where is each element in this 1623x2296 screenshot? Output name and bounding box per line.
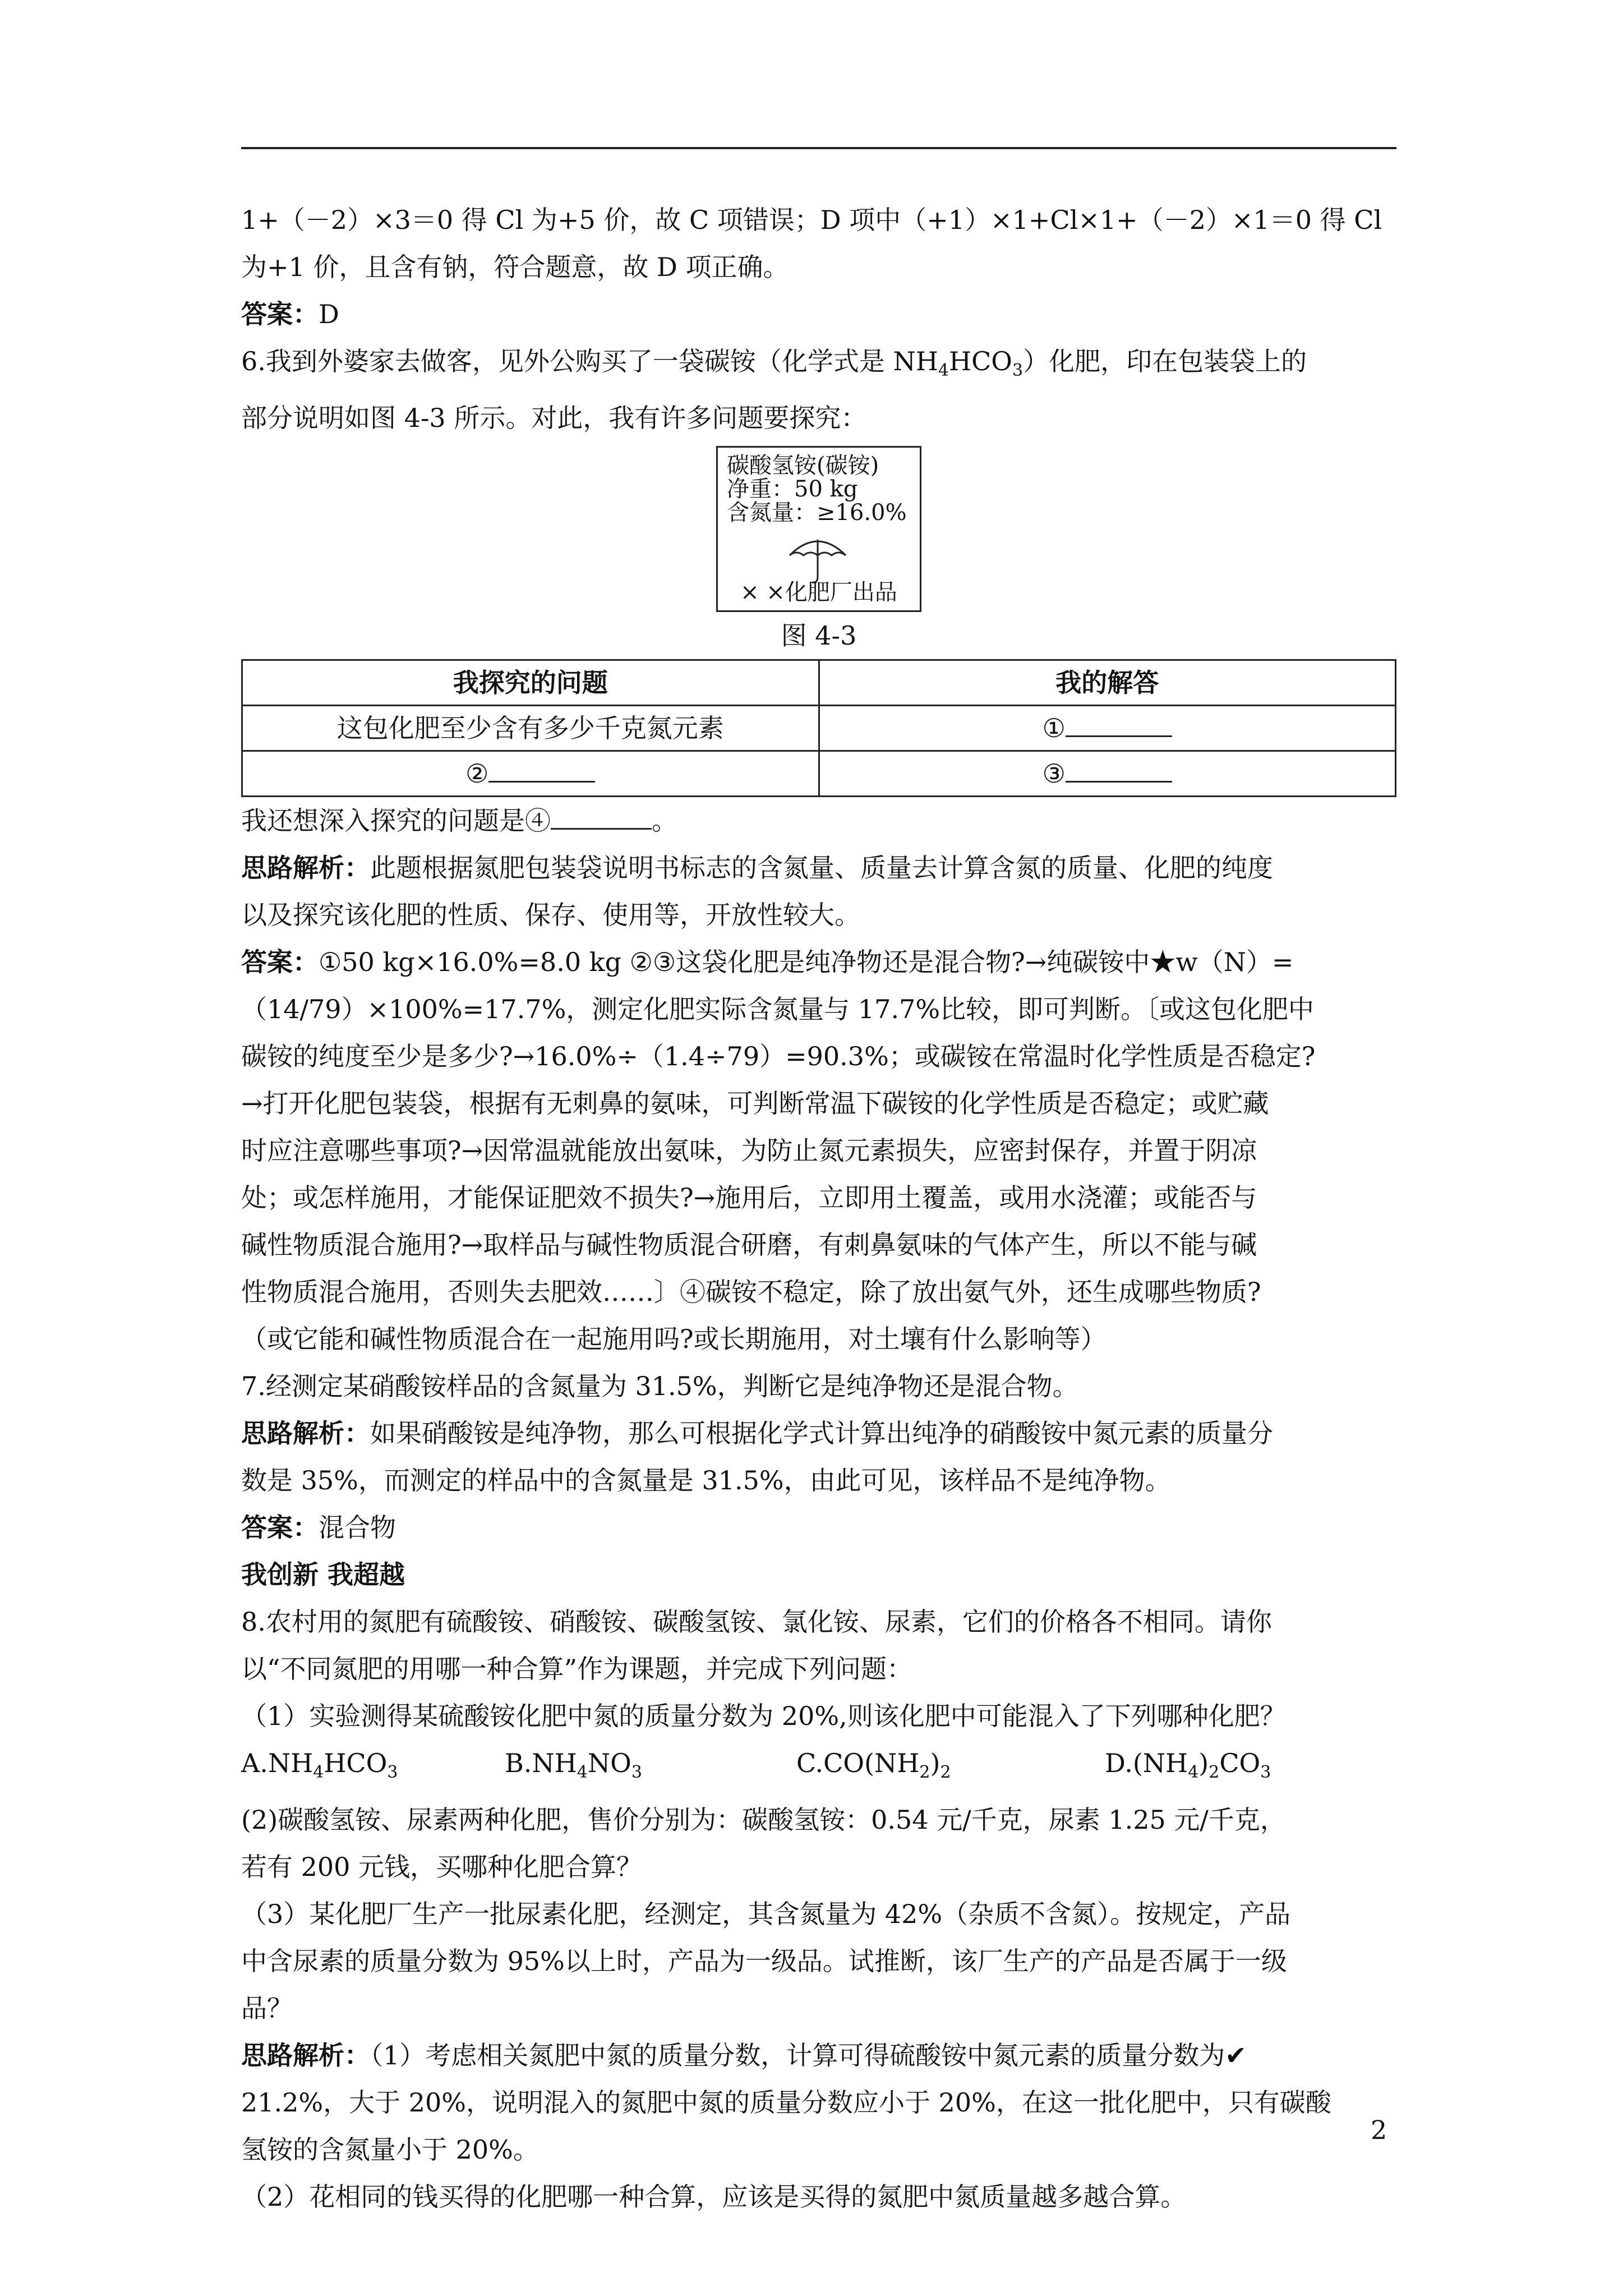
table-cell: 这包化肥至少含有多少千克氮元素: [242, 706, 819, 751]
text-line: 以及探究该化肥的性质、保存、使用等，开放性较大。: [241, 900, 860, 931]
page-content: [241, 196, 1396, 2220]
option-a[interactable]: $A.NH_4HCO_3$: [241, 1748, 398, 1783]
text-line: 时应注意哪些事项?→因常温就能放出氨味，为防止氮元素损失，应密封保存，并置于阴凉: [241, 1135, 1257, 1166]
text-span: （1）考虑相关氮肥中氮的质量分数，计算可得硫酸铵中氮元素的质量分数为: [370, 2040, 1225, 2071]
analysis-6-line-1: [241, 844, 1396, 891]
answer-value: D: [319, 299, 339, 329]
figure-caption: 图 4-3: [781, 620, 857, 651]
text-line: 1+（－2）×3＝0 得 Cl 为+5 价，故 C 项错误；D 项中（+1）×1+Cl×1+（－2）×1＝0 得 Cl: [241, 205, 1382, 235]
question-6-extra: [241, 797, 1396, 844]
answer-blank[interactable]: [551, 801, 652, 830]
table-cell: [242, 751, 819, 797]
answer-label: 答案：: [241, 299, 319, 329]
text-line: 性物质混合施用，否则失去肥效……〕④碳铵不稳定，除了放出氨气外，还生成哪些物质?: [241, 1277, 1261, 1308]
inquiry-table: [241, 659, 1396, 797]
question-8-intro-1: 8.农村用的氮肥有硫酸铵、硝酸铵、碳酸氢铵、氯化铵、尿素，它们的价格各不相同。请你: [241, 1607, 1272, 1637]
question-8-part-3-line-3: 品？: [241, 1993, 293, 2024]
text-span: 如果硝酸铵是纯净物，那么可根据化学式计算出纯净的硝酸铵中氮元素的质量分: [370, 1418, 1273, 1449]
answer-value: 混合物: [319, 1512, 396, 1543]
answer-blank[interactable]: [488, 754, 595, 783]
answer-blank[interactable]: [1066, 708, 1172, 737]
text-line: →打开化肥包装袋，根据有无刺鼻的氨味，可判断常温下碳铵的化学性质是否稳定；或贮藏: [241, 1088, 1269, 1119]
text-line: （14/79）×100%=17.7%，测定化肥实际含氮量与 17.7%比较，即可判断。〔或这包化肥中: [241, 994, 1315, 1025]
table-header-row: [242, 660, 1396, 706]
text-span: ①50 kg×16.0%=8.0 kg ②③这袋化肥是纯净物还是混合物?→纯碳铵中★w（N）=: [319, 947, 1294, 978]
analysis-8-line-1: [241, 2032, 1396, 2079]
header-rule: [241, 147, 1396, 149]
text-span: ）化肥，印在包装袋上的: [1023, 346, 1307, 376]
answer-5: [241, 291, 1396, 338]
answer-6-line-1: [241, 938, 1396, 986]
table-header: 我探究的问题: [242, 660, 819, 706]
table-cell: [819, 751, 1396, 797]
question-8-intro-2: 以“不同氮肥的用哪一种合算”作为课题，并完成下列问题：: [241, 1654, 913, 1685]
text-line: 数是 35%，而测定的样品中的含氮量是 31.5%，由此可见，该样品不是纯净物。: [241, 1465, 1171, 1496]
page-number: 2: [1371, 2115, 1387, 2145]
text-line: 碱性物质混合施用?→取样品与碱性物质混合研磨，有刺鼻氨味的气体产生，所以不能与碱: [241, 1230, 1257, 1260]
answer-label: 答案：: [241, 1512, 319, 1543]
answer-blank[interactable]: [1066, 754, 1172, 783]
option-c[interactable]: $C.CO(NH_2)_2$: [796, 1748, 951, 1783]
subscript: 3: [1012, 361, 1023, 381]
option-d[interactable]: $D.(NH_4)_2CO_3$: [1105, 1748, 1271, 1783]
blank-number: ③: [1042, 758, 1066, 789]
question-8-part-3-line-2: 中含尿素的质量分数为 95%以上时，产品为一级品。试推断，该厂生产的产品是否属于一级: [241, 1946, 1287, 1977]
question-8-part-3-line-1: （3）某化肥厂生产一批尿素化肥，经测定，其含氮量为 42%（杂质不含氮）。按规定，产品: [241, 1899, 1291, 1930]
subscript: 4: [938, 361, 949, 381]
option-b[interactable]: $B.NH_4NO_3$: [505, 1748, 642, 1783]
blank-number: ①: [1042, 713, 1066, 744]
blank-number: ②: [465, 758, 489, 789]
answer-label: 答案：: [241, 947, 319, 978]
figure-text-product: 碳酸氢铵(碳铵): [727, 453, 879, 479]
figure-text-maker: × ×化肥厂出品: [740, 579, 897, 606]
text-span: 6.我到外婆家去做客，见外公购买了一袋碳铵（化学式是 NH: [241, 346, 938, 376]
question-6-line-2: 部分说明如图 4-3 所示。对此，我有许多问题要探究：: [241, 403, 867, 434]
text-span: 此题根据氮肥包装袋说明书标志的含氮量、质量去计算含氮的质量、化肥的纯度: [370, 853, 1273, 884]
question-8-part-2-line-1: (2)碳酸氢铵、尿素两种化肥，售价分别为：碳酸氢铵：0.54 元/千克，尿素 1.25 元/千克，: [241, 1805, 1286, 1835]
table-cell: [819, 706, 1396, 751]
table-header: 我的解答: [819, 660, 1396, 706]
section-title: 我创新 我超越: [241, 1559, 405, 1590]
answer-7: [241, 1504, 1396, 1551]
analysis-label: 思路解析：: [241, 853, 370, 884]
figure-text-weight: 净重：50 kg: [727, 476, 858, 503]
text-span: HCO: [948, 346, 1013, 376]
text-line: 氢铵的含氮量小于 20%。: [241, 2134, 539, 2165]
table-row: [242, 751, 1396, 797]
analysis-label: 思路解析：: [241, 1418, 370, 1449]
text-line: 为+1 价，且含有钠，符合题意，故 D 项正确。: [241, 252, 789, 282]
fertilizer-label-figure: [716, 446, 921, 612]
question-8-part-1: （1）实验测得某硫酸铵化肥中氮的质量分数为 20%,则该化肥中可能混入了下列哪种化肥？: [241, 1701, 1286, 1732]
text-line: （2）花相同的钱买得的化肥哪一种合算，应该是买得的氮肥中氮质量越多越合算。: [241, 2182, 1187, 2212]
text-span: 。: [652, 806, 677, 836]
analysis-7-line-1: [241, 1410, 1396, 1457]
analysis-label: 思路解析：: [241, 2040, 370, 2071]
text-line: 处；或怎样施用，才能保证肥效不损失?→施用后，立即用土覆盖，或用水浇灌；或能否与: [241, 1182, 1257, 1213]
question-8-options: [241, 1740, 1396, 1796]
figure-text-nitrogen: 含氮量：≥16.0%: [727, 500, 907, 526]
question-7: 7.经测定某硝酸铵样品的含氮量为 31.5%，判断它是纯净物还是混合物。: [241, 1371, 1078, 1402]
question-6-line-1: [241, 338, 1396, 394]
table-row: [242, 706, 1396, 751]
check-mark-icon: ✔: [1225, 2040, 1247, 2071]
text-line: （或它能和碱性物质混合在一起施用吗?或长期施用，对土壤有什么影响等）: [241, 1324, 1106, 1355]
question-8-part-2-line-2: 若有 200 元钱，买哪种化肥合算？: [241, 1852, 643, 1883]
text-line: 21.2%，大于 20%，说明混入的氮肥中氮的质量分数应小于 20%，在这一批化肥中，只有碳酸: [241, 2087, 1331, 2118]
text-span: 我还想深入探究的问题是④: [241, 806, 551, 836]
text-line: 碳铵的纯度至少是多少?→16.0%÷（1.4÷79）=90.3%；或碳铵在常温时化学性质是否稳定?: [241, 1041, 1316, 1072]
